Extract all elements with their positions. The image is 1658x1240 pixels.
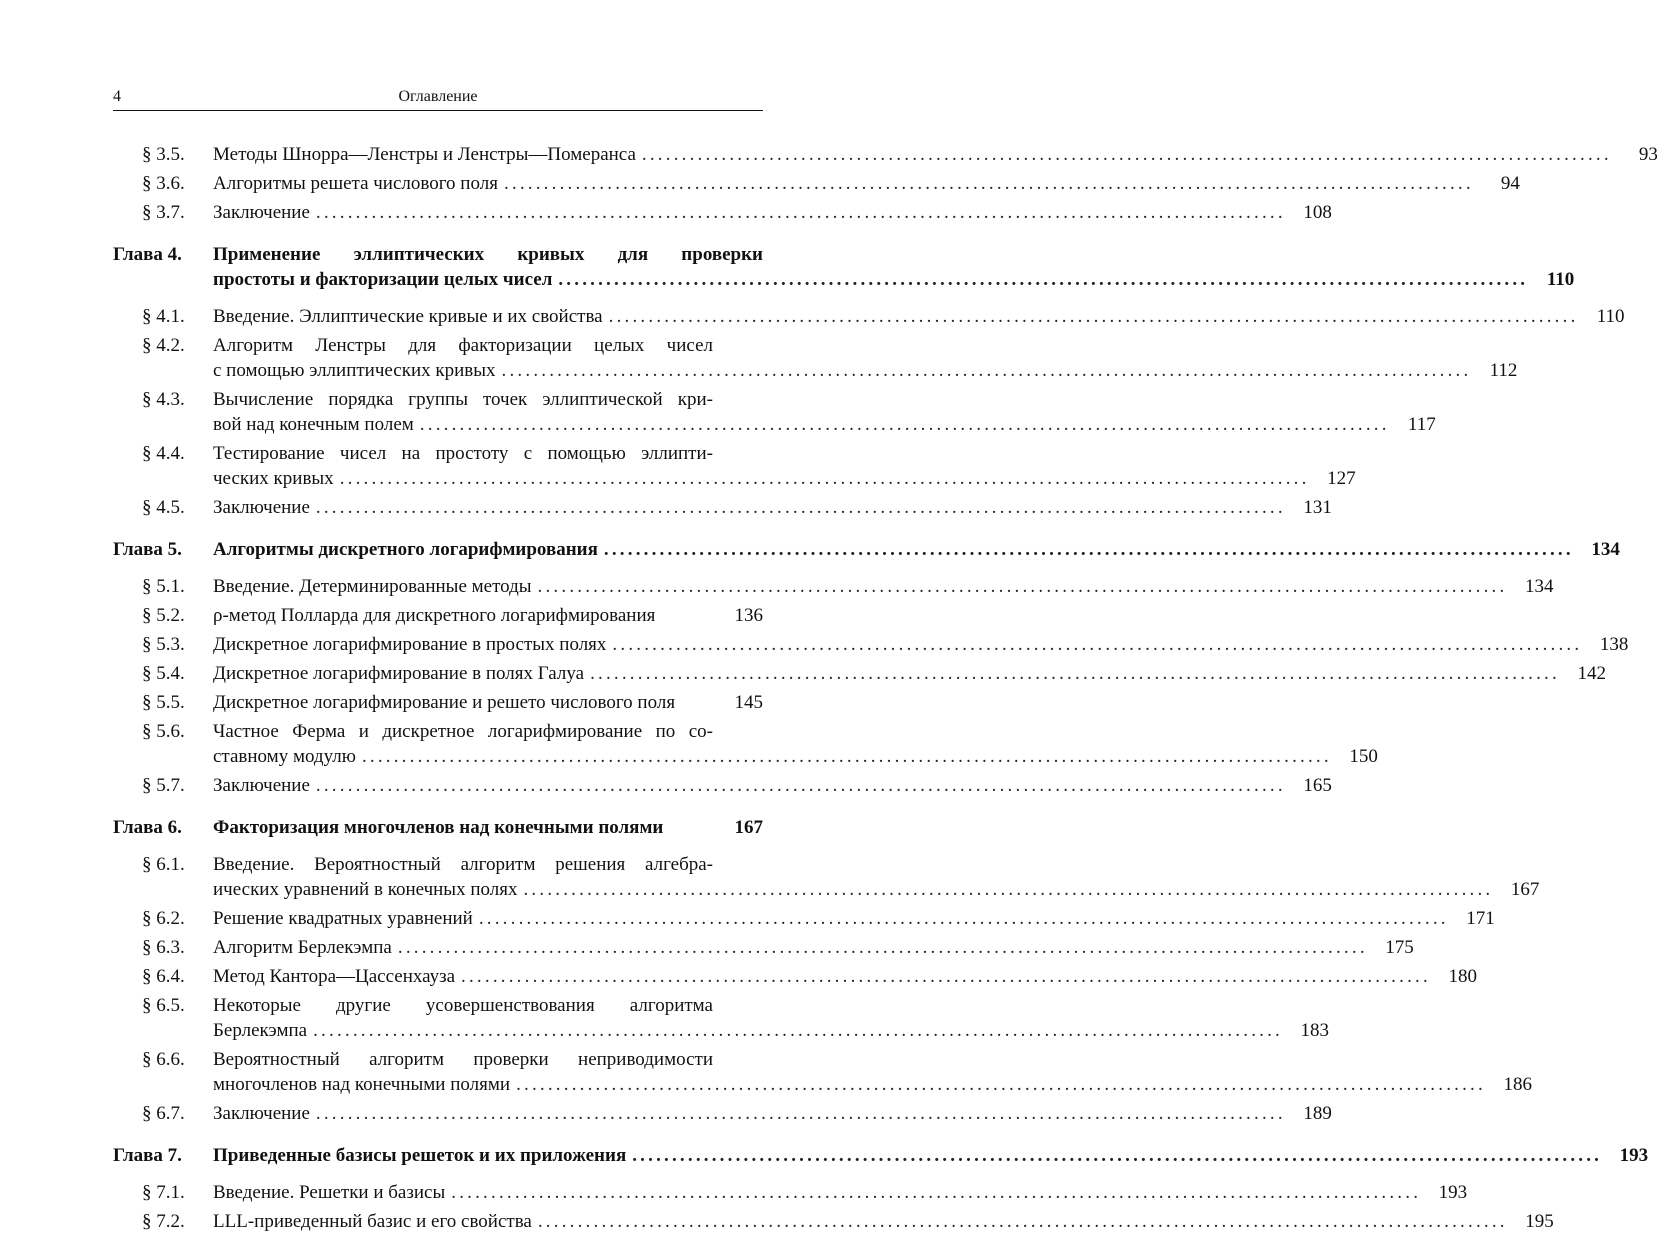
toc-section-5-7[interactable]: § 5.7. Заключение .......................................................................................................................... 165 bbox=[142, 775, 1332, 796]
toc-section-5-1[interactable]: § 5.1. Введение. Детерминированные методы .......................................................................................................................... 134 bbox=[142, 576, 1554, 597]
section-number: § 6.6. bbox=[142, 1049, 185, 1070]
page-ref: 112 bbox=[1489, 360, 1518, 381]
section-title-line1: Тестирование чисел на простоту с помощью эллипти- bbox=[213, 443, 713, 464]
section-title: Введение. Детерминированные методы bbox=[213, 576, 532, 597]
page-ref: 117 bbox=[1407, 414, 1436, 435]
section-number: § 5.6. bbox=[142, 721, 185, 742]
toc-chapter-6[interactable] bbox=[113, 815, 763, 840]
page-ref: 171 bbox=[1466, 908, 1495, 929]
page-ref: 167 bbox=[1510, 879, 1540, 900]
toc-section-3-7[interactable]: § 3.7. Заключение .......................................................................................................................... 108 bbox=[142, 202, 1332, 223]
section-title: Метод Кантора—Цассенхауза bbox=[213, 966, 456, 987]
section-number: § 7.2. bbox=[142, 1211, 185, 1232]
page-ref: 175 bbox=[1385, 937, 1414, 958]
page-ref: 193 bbox=[1438, 1182, 1468, 1203]
section-title-line2: вой над конечным полем bbox=[213, 414, 414, 435]
toc-section-7-1[interactable]: § 7.1. Введение. Решетки и базисы .......................................................................................................................... 193 bbox=[142, 1182, 1468, 1203]
section-title-line1: Вероятностный алгоритм проверки неприводимости bbox=[213, 1049, 713, 1070]
page-ref: 167 bbox=[734, 817, 763, 838]
section-number: § 6.1. bbox=[142, 854, 185, 875]
section-number: § 5.5. bbox=[142, 692, 185, 713]
page-ref: 134 bbox=[1591, 539, 1620, 560]
table-of-contents bbox=[113, 138, 1658, 1234]
page-number: 4 bbox=[113, 88, 121, 105]
section-title: Алгоритм Берлекэмпа bbox=[213, 937, 392, 958]
toc-chapter-4[interactable]: Глава 4. Применение эллиптических кривых для проверки простоты и факторизации целых чисел .......................................................................................................................... 110 bbox=[113, 244, 1575, 290]
section-number: § 4.1. bbox=[142, 306, 185, 327]
section-title-line1: Введение. Вероятностный алгоритм решения алгебра- bbox=[213, 854, 713, 875]
section-title: Введение. Решетки и базисы bbox=[213, 1182, 446, 1203]
toc-section-5-2[interactable] bbox=[113, 599, 763, 628]
toc-section-4-1[interactable]: § 4.1. Введение. Эллиптические кривые и их свойства .......................................................................................................................... 110 bbox=[142, 306, 1625, 327]
chapter-number: Глава 6. bbox=[113, 817, 182, 838]
page-ref: 180 bbox=[1448, 966, 1477, 987]
section-title: Решение квадратных уравнений bbox=[213, 908, 473, 929]
toc-section-4-5[interactable]: § 4.5. Заключение .......................................................................................................................... 131 bbox=[142, 497, 1332, 518]
section-title: Дискретное логарифмирование в полях Галуа bbox=[213, 663, 585, 684]
page-ref: 131 bbox=[1303, 497, 1332, 518]
toc-section-6-5[interactable]: § 6.5. Некоторые другие усовершенствования алгоритма Берлекэмпа .......................................................................................................................... 183 bbox=[142, 995, 1330, 1041]
toc-section-4-2[interactable]: § 4.2. Алгоритм Ленстры для факторизации целых чисел с помощью эллиптических кривых .......................................................................................................................... 112 bbox=[142, 335, 1518, 381]
section-number: § 5.2. bbox=[142, 605, 185, 626]
toc-section-5-3[interactable]: § 5.3. Дискретное логарифмирование в простых полях .......................................................................................................................... 138 bbox=[142, 634, 1629, 655]
section-title-line2: ставному модулю bbox=[213, 746, 356, 767]
section-title: Методы Шнорра—Ленстры и Ленстры—Померанса bbox=[213, 144, 636, 165]
section-number: § 6.4. bbox=[142, 966, 185, 987]
section-title-line1: Некоторые другие усовершенствования алгоритма bbox=[213, 995, 713, 1016]
page-ref: 193 bbox=[1619, 1145, 1649, 1166]
chapter-title: Факторизация многочленов над конечными полями bbox=[213, 817, 664, 838]
page-ref: 110 bbox=[1546, 269, 1575, 290]
toc-section-5-5[interactable] bbox=[113, 686, 763, 715]
chapter-number: Глава 5. bbox=[113, 539, 182, 560]
section-number: § 4.5. bbox=[142, 497, 185, 518]
section-title-line2: с помощью эллиптических кривых bbox=[213, 360, 496, 381]
page-ref: 138 bbox=[1599, 634, 1629, 655]
toc-section-4-3[interactable]: § 4.3. Вычисление порядка группы точек эллиптической кри- вой над конечным полем .......................................................................................................................... 117 bbox=[142, 389, 1436, 435]
section-title: Введение. Эллиптические кривые и их свойства bbox=[213, 306, 603, 327]
section-number: § 4.2. bbox=[142, 335, 185, 356]
running-title: Оглавление bbox=[398, 88, 478, 105]
section-title-line2: ических уравнений в конечных полях bbox=[213, 879, 518, 900]
page-ref: 165 bbox=[1303, 775, 1332, 796]
section-number: § 6.5. bbox=[142, 995, 185, 1016]
chapter-title-line1: Применение эллиптических кривых для проверки bbox=[213, 244, 763, 265]
chapter-title-line2: простоты и факторизации целых чисел bbox=[213, 269, 553, 290]
section-number: § 3.7. bbox=[142, 202, 185, 223]
chapter-number: Глава 7. bbox=[113, 1145, 182, 1166]
toc-section-5-4[interactable]: § 5.4. Дискретное логарифмирование в полях Галуа .......................................................................................................................... 142 bbox=[142, 663, 1606, 684]
page-ref: 136 bbox=[734, 605, 763, 626]
section-title-line1: Вычисление порядка группы точек эллиптической кри- bbox=[213, 389, 713, 410]
page-ref: 134 bbox=[1524, 576, 1554, 597]
section-title: ρ-метод Полларда для дискретного логарифмирования bbox=[213, 605, 656, 626]
page-ref: 142 bbox=[1577, 663, 1606, 684]
section-title-line1: Алгоритм Ленстры для факторизации целых чисел bbox=[213, 335, 713, 356]
section-number: § 3.6. bbox=[142, 173, 185, 194]
toc-section-3-5[interactable]: § 3.5. Методы Шнорра—Ленстры и Ленстры—Померанса .......................................................................................................................... 93 bbox=[142, 144, 1658, 165]
page-ref: 186 bbox=[1503, 1074, 1532, 1095]
section-number: § 6.7. bbox=[142, 1103, 185, 1124]
section-title-line2: Берлекэмпа bbox=[213, 1020, 308, 1041]
page-ref: 93 bbox=[1638, 144, 1658, 165]
section-title: Дискретное логарифмирование в простых полях bbox=[213, 634, 607, 655]
section-title: Алгоритмы решета числового поля bbox=[213, 173, 498, 194]
section-number: § 3.5. bbox=[142, 144, 185, 165]
section-title-line2: ческих кривых bbox=[213, 468, 334, 489]
section-number: § 4.3. bbox=[142, 389, 185, 410]
chapter-number: Глава 4. bbox=[113, 244, 182, 265]
chapter-title: Приведенные базисы решеток и их приложения bbox=[213, 1145, 627, 1166]
section-number: § 6.2. bbox=[142, 908, 185, 929]
page-ref: 189 bbox=[1303, 1103, 1332, 1124]
section-number: § 5.4. bbox=[142, 663, 185, 684]
toc-section-4-4[interactable]: § 4.4. Тестирование чисел на простоту с помощью эллипти- ческих кривых .......................................................................................................................... 127 bbox=[142, 443, 1356, 489]
page-ref: 195 bbox=[1525, 1211, 1554, 1232]
section-title: Заключение bbox=[213, 775, 310, 796]
section-number: § 5.7. bbox=[142, 775, 185, 796]
section-title-line2: многочленов над конечными полями bbox=[213, 1074, 511, 1095]
page-header bbox=[113, 86, 763, 111]
toc-section-6-4[interactable]: § 6.4. Метод Кантора—Цассенхауза .......................................................................................................................... 180 bbox=[142, 966, 1477, 987]
toc-section-7-2[interactable]: § 7.2. LLL-приведенный базис и его свойства .......................................................................................................................... 195 bbox=[142, 1211, 1554, 1232]
toc-section-6-2[interactable]: § 6.2. Решение квадратных уравнений .......................................................................................................................... 171 bbox=[142, 908, 1495, 929]
section-number: § 6.3. bbox=[142, 937, 185, 958]
toc-section-3-6[interactable]: § 3.6. Алгоритмы решета числового поля .......................................................................................................................... 94 bbox=[142, 173, 1520, 194]
page-ref: 145 bbox=[734, 692, 763, 713]
toc-section-5-6[interactable]: § 5.6. Частное Ферма и дискретное логарифмирование по со- ставному модулю .......................................................................................................................... 150 bbox=[142, 721, 1378, 767]
section-title: Дискретное логарифмирование и решето числового поля bbox=[213, 692, 676, 713]
section-title: LLL-приведенный базис и его свойства bbox=[213, 1211, 532, 1232]
section-number: § 5.1. bbox=[142, 576, 185, 597]
page-ref: 110 bbox=[1596, 306, 1625, 327]
toc-section-6-3[interactable]: § 6.3. Алгоритм Берлекэмпа .......................................................................................................................... 175 bbox=[142, 937, 1414, 958]
toc-section-6-6[interactable]: § 6.6. Вероятностный алгоритм проверки неприводимости многочленов над конечными полями .......................................................................................................................... 186 bbox=[142, 1049, 1532, 1095]
section-number: § 5.3. bbox=[142, 634, 185, 655]
toc-chapter-5[interactable]: Глава 5. Алгоритмы дискретного логарифмирования .......................................................................................................................... 134 bbox=[113, 539, 1620, 560]
page-ref: 127 bbox=[1327, 468, 1356, 489]
page-ref: 108 bbox=[1303, 202, 1332, 223]
toc-section-6-7[interactable]: § 6.7. Заключение .......................................................................................................................... 189 bbox=[142, 1103, 1332, 1124]
toc-section-6-1[interactable]: § 6.1. Введение. Вероятностный алгоритм решения алгебра- ических уравнений в конечных полях .......................................................................................................................... 167 bbox=[142, 854, 1540, 900]
section-title: Заключение bbox=[213, 1103, 310, 1124]
section-number: § 4.4. bbox=[142, 443, 185, 464]
chapter-title: Алгоритмы дискретного логарифмирования bbox=[213, 539, 598, 560]
page-ref: 94 bbox=[1500, 173, 1520, 194]
section-title: Заключение bbox=[213, 202, 310, 223]
section-title-line1: Частное Ферма и дискретное логарифмирование по со- bbox=[213, 721, 713, 742]
toc-chapter-7[interactable]: Глава 7. Приведенные базисы решеток и их приложения .......................................................................................................................... 193 bbox=[113, 1145, 1649, 1166]
section-title: Заключение bbox=[213, 497, 310, 518]
page-ref: 150 bbox=[1349, 746, 1378, 767]
section-number: § 7.1. bbox=[142, 1182, 185, 1203]
page-ref: 183 bbox=[1300, 1020, 1330, 1041]
